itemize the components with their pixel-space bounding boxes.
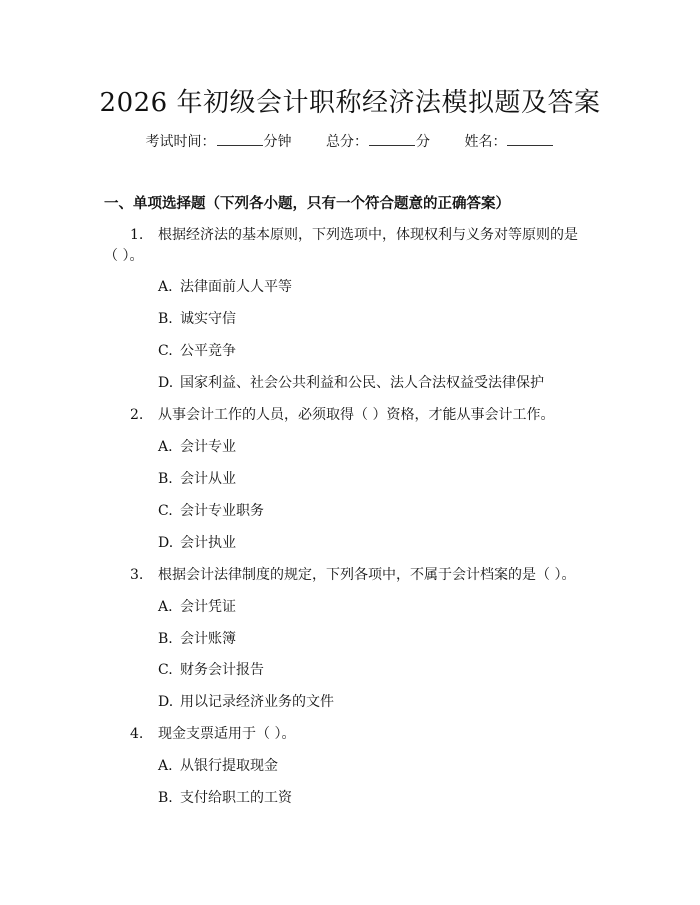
question-number: 1. (130, 227, 144, 243)
option-text: 会计专业职务 (180, 503, 264, 519)
option-text: 财务会计报告 (180, 662, 264, 678)
option-item (158, 500, 264, 520)
option-item (158, 468, 236, 488)
option-text: 从银行提取现金 (180, 758, 278, 774)
option-text: 诚实守信 (180, 311, 236, 327)
option-item (158, 276, 292, 296)
question-4-stem (130, 723, 295, 743)
option-item (158, 659, 264, 679)
exam-time-blank (217, 133, 263, 146)
option-letter: B. (158, 790, 173, 806)
option-letter: A. (158, 439, 173, 455)
question-text: 根据会计法律制度的规定，下列各项中，不属于会计档案的是（ ）。 (158, 567, 576, 583)
name-field (464, 131, 554, 151)
name-label: 姓名： (464, 134, 507, 150)
option-text: 法律面前人人平等 (180, 279, 292, 295)
option-item (158, 308, 236, 328)
option-letter: B. (158, 311, 173, 327)
question-2-stem (130, 404, 554, 424)
option-letter: C. (158, 503, 173, 519)
option-item (158, 628, 236, 648)
question-text: 根据经济法的基本原则，下列选项中，体现权利与义务对等原则的是 (158, 227, 578, 243)
option-letter: A. (158, 599, 173, 615)
name-blank (507, 133, 553, 146)
option-letter: D. (158, 535, 174, 551)
option-item (158, 755, 278, 775)
option-letter: C. (158, 343, 173, 359)
option-letter: A. (158, 758, 173, 774)
option-text: 会计账簿 (180, 631, 236, 647)
option-item (158, 691, 334, 711)
option-text: 国家利益、社会公共利益和公民、法人合法权益受法律保护 (180, 375, 544, 391)
question-1-stem (130, 224, 578, 244)
question-number: 3. (130, 567, 144, 583)
option-text: 会计专业 (180, 439, 236, 455)
option-item (158, 340, 236, 360)
page-title: 2026 年初级会计职称经济法模拟题及答案 (99, 88, 601, 118)
option-text: 用以记录经济业务的文件 (180, 694, 334, 710)
option-letter: D. (158, 694, 174, 710)
option-text: 支付给职工的工资 (180, 790, 292, 806)
option-letter: B. (158, 471, 173, 487)
option-item (158, 372, 544, 392)
total-score-unit: 分 (416, 134, 430, 150)
option-item (158, 436, 236, 456)
option-text: 会计凭证 (180, 599, 236, 615)
exam-time-label: 考试时间： (145, 134, 216, 150)
total-score-blank (369, 133, 415, 146)
exam-info-bar (0, 131, 700, 151)
question-3-stem (130, 564, 575, 584)
question-text: 现金支票适用于（ ）。 (158, 726, 296, 742)
option-text: 会计执业 (180, 535, 236, 551)
option-item (158, 596, 236, 616)
option-text: 公平竞争 (180, 343, 236, 359)
option-letter: A. (158, 279, 173, 295)
question-1-stem-cont: （ ）。 (104, 248, 144, 264)
option-letter: B. (158, 631, 173, 647)
question-text: 从事会计工作的人员，必须取得（ ）资格，才能从事会计工作。 (158, 407, 555, 423)
question-number: 4. (130, 726, 144, 742)
section-heading: 一、单项选择题（下列各小题，只有一个符合题意的正确答案） (104, 195, 510, 212)
option-item (158, 532, 236, 552)
total-score-label: 总分： (326, 134, 368, 150)
exam-time-field (146, 131, 292, 151)
option-text: 会计从业 (180, 471, 236, 487)
exam-time-unit: 分钟 (263, 134, 292, 150)
option-item (158, 787, 292, 807)
question-number: 2. (130, 407, 144, 423)
option-letter: D. (158, 375, 174, 391)
option-letter: C. (158, 662, 173, 678)
total-score-field (326, 131, 430, 151)
